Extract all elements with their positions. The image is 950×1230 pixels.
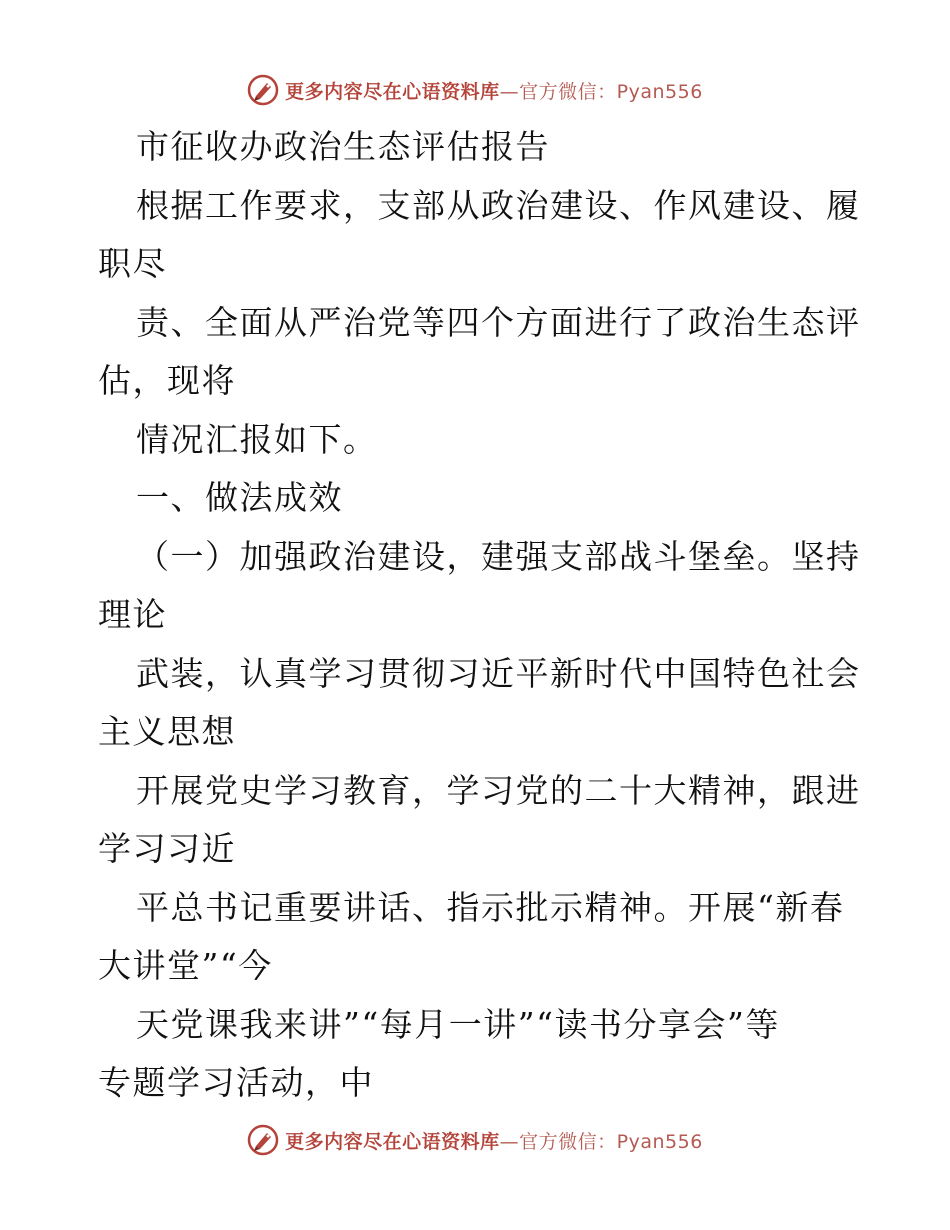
document-line: （一）加强政治建设，建强支部战斗堡垒。坚持 [136, 536, 861, 576]
pen-logo-icon [247, 74, 279, 106]
document-line: 职尽 [98, 244, 167, 283]
document-line: 估，现将 [98, 361, 236, 400]
watermark-site-text: 更多内容尽在心语资料库 [285, 1130, 500, 1153]
watermark-dash: — [499, 80, 520, 103]
watermark-site-text: 更多内容尽在心语资料库 [285, 80, 500, 103]
document-line: 专题学习活动，中 [98, 1063, 374, 1102]
footer-watermark [0, 1120, 950, 1160]
document-line: 责、全面从严治党等四个方面进行了政治生态评 [136, 302, 861, 342]
document-body [98, 118, 861, 1113]
document-line: 平总书记重要讲话、指示批示精神。开展“新春 [136, 887, 845, 927]
watermark-wechat-text: 官方微信：Pyan556 [519, 80, 703, 103]
document-line: 市征收办政治生态评估报告 [136, 127, 550, 166]
document-line: 大讲堂”“今 [98, 946, 273, 985]
header-watermark [0, 70, 950, 110]
document-line: 天党课我来讲”“每月一讲”“读书分享会”等 [136, 1004, 780, 1044]
document-line: 学习习近 [98, 829, 236, 868]
document-line: 根据工作要求，支部从政治建设、作风建设、履 [136, 185, 861, 225]
document-line: 主义思想 [98, 712, 236, 751]
document-line: 一、做法成效 [136, 478, 343, 517]
watermark-wechat-text: 官方微信：Pyan556 [519, 1130, 703, 1153]
document-line: 情况汇报如下。 [136, 419, 378, 459]
document-line: 武装，认真学习贯彻习近平新时代中国特色社会 [136, 653, 861, 693]
watermark-dash: — [499, 1130, 520, 1153]
pen-logo-icon [247, 1124, 279, 1156]
document-line: 理论 [98, 595, 167, 634]
document-line: 开展党史学习教育，学习党的二十大精神，跟进 [136, 770, 861, 810]
